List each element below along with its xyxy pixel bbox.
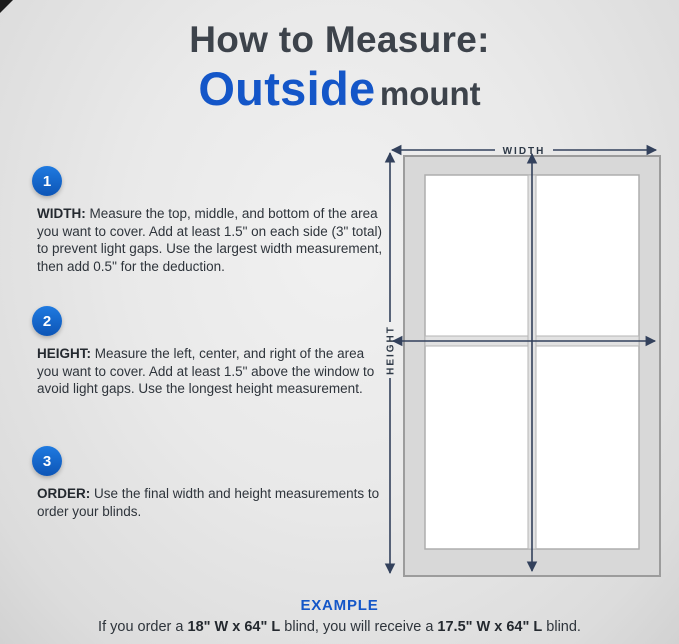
width-label: WIDTH (502, 146, 546, 157)
step-1-body: Measure the top, middle, and bottom of the area you want to cover. Add at least 1.5" on each side (3" total) to prevent light gaps. Use the largest width measurement, then add 0.5" for the deduction. (37, 206, 383, 275)
step-1-label: WIDTH: (37, 206, 86, 221)
example-section (0, 597, 679, 635)
title-rest-mount: mount (379, 74, 481, 112)
step-1 (30, 166, 384, 276)
step-2-text (30, 345, 384, 398)
title-line-1: How to Measure: (189, 19, 490, 60)
example-ordered-size: 18" W x 64" L (187, 619, 281, 635)
window-measure-diagram (383, 136, 665, 582)
step-2 (30, 306, 384, 398)
step-3-number-badge: 3 (32, 446, 62, 476)
title-highlight-outside: Outside (198, 61, 376, 115)
step-3-body: Use the final width and height measurements to order your blinds. (37, 486, 380, 519)
example-suffix: blind. (542, 619, 581, 635)
step-3-text (30, 485, 384, 520)
step-3-label: ORDER: (37, 486, 91, 501)
step-2-body: Measure the left, center, and right of the area you want to cover. Add at least 1.5" above the window to avoid light gaps. Use the longest height measurement. (37, 346, 375, 397)
step-2-label: HEIGHT: (37, 346, 91, 361)
step-2-number-badge: 2 (32, 306, 62, 336)
step-3 (30, 446, 384, 520)
title-line-2 (0, 63, 679, 115)
window-diagram-svg (383, 136, 665, 582)
example-middle: blind, you will receive a (280, 619, 438, 635)
page-title (0, 20, 679, 114)
example-text (0, 619, 679, 635)
example-heading: EXAMPLE (300, 597, 379, 614)
step-1-text (30, 205, 384, 276)
corner-artifact (0, 0, 13, 13)
step-1-number-badge: 1 (32, 166, 62, 196)
example-prefix: If you order a (98, 619, 188, 635)
height-label: HEIGHT (385, 325, 397, 375)
example-received-size: 17.5" W x 64" L (437, 619, 543, 635)
